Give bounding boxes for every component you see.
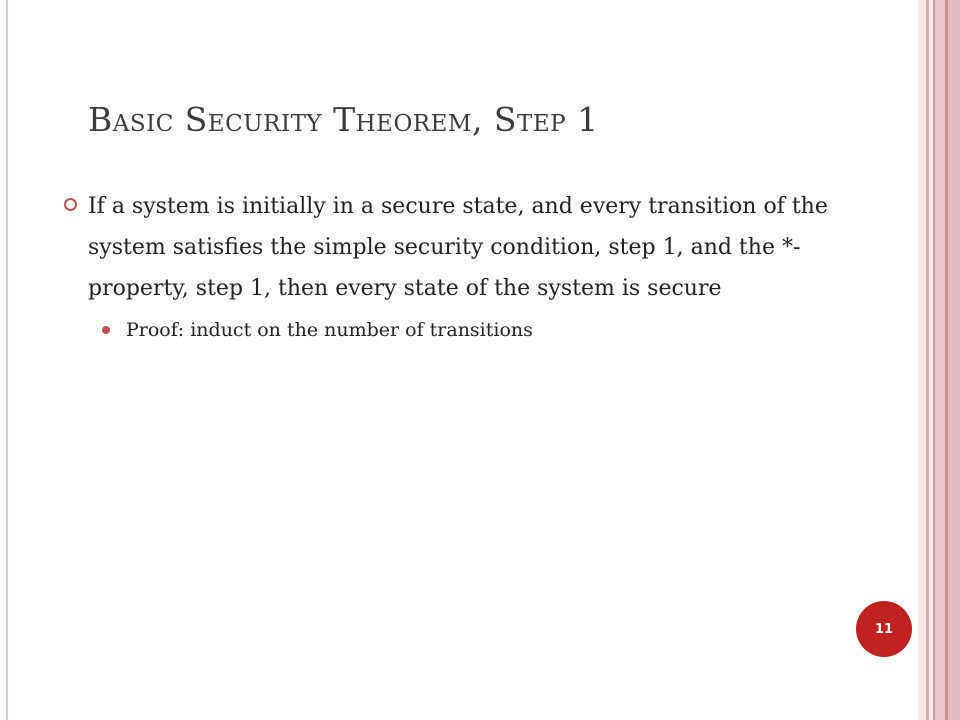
bullet-list [64, 186, 854, 346]
right-border-band [935, 0, 945, 720]
dot-bullet-icon [102, 326, 110, 334]
ring-bullet-icon [64, 198, 77, 211]
sub-bullet-text: Proof: induct on the number of transitions [126, 319, 533, 341]
right-border-band [948, 0, 960, 720]
bullet-text: If a system is initially in a secure state, and every transition of the system satisfies the simple security condition, step 1, and the *-property, step 1, then every state of the system is secure [88, 194, 828, 301]
bullet-item [64, 186, 854, 346]
left-border-line [6, 0, 8, 720]
sub-bullet-item [100, 314, 854, 346]
page-number-badge: 11 [856, 601, 912, 657]
sub-bullet-list [100, 314, 854, 346]
right-border-band [918, 0, 926, 720]
slide-title: Basic Security Theorem, Step 1 [88, 100, 599, 139]
